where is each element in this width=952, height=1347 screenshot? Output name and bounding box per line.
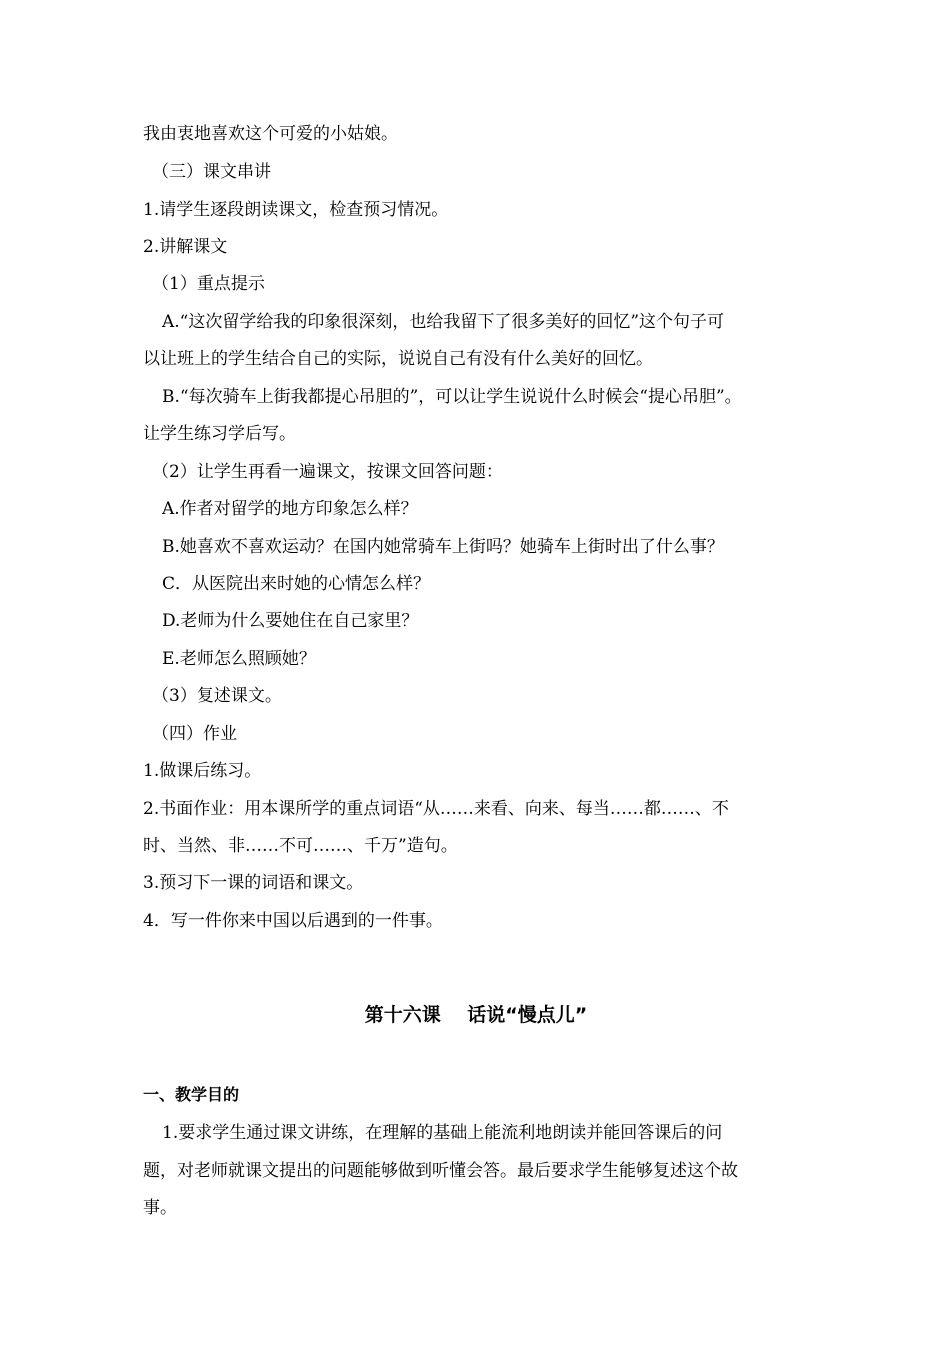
lesson-title: 第十六课 话说“慢点儿” bbox=[364, 1004, 588, 1026]
paragraph-line: 我由衷地喜欢这个可爱的小姑娘。 bbox=[143, 124, 398, 144]
paragraph-line: 时、当然、非……不可……、千万”造句。 bbox=[143, 836, 458, 856]
subheading: （1）重点提示 bbox=[152, 274, 265, 294]
subheading: （3）复述课文。 bbox=[152, 686, 282, 706]
paragraph-line: 题，对老师就课文提出的问题能够做到听懂会答。最后要求学生能够复述这个故 bbox=[143, 1161, 738, 1181]
paragraph-line: 1.请学生逐段朗读课文，检查预习情况。 bbox=[143, 200, 449, 220]
section-heading: 一、教学目的 bbox=[143, 1085, 240, 1104]
question-item: D.老师为什么要她住在自己家里？ bbox=[162, 611, 419, 631]
question-item: B.她喜欢不喜欢运动？在国内她常骑车上街吗？她骑车上街时出了什么事？ bbox=[162, 537, 724, 557]
paragraph-line: 4．写一件你来中国以后遇到的一件事。 bbox=[143, 911, 443, 931]
question-item: A.作者对留学的地方印象怎么样？ bbox=[162, 499, 418, 519]
paragraph-line: 1.做课后练习。 bbox=[143, 761, 262, 781]
paragraph-line: 3.预习下一课的词语和课文。 bbox=[143, 873, 364, 893]
paragraph-line: 1.要求学生通过课文讲练，在理解的基础上能流利地朗读并能回答课后的问 bbox=[162, 1123, 723, 1143]
subheading: （2）让学生再看一遍课文，按课文回答问题： bbox=[152, 462, 503, 482]
paragraph-line: 事。 bbox=[143, 1198, 177, 1218]
question-item: E.老师怎么照顾她？ bbox=[162, 649, 316, 669]
section-heading-3: （三）课文串讲 bbox=[152, 162, 271, 182]
paragraph-line: 2.讲解课文 bbox=[143, 237, 228, 257]
paragraph-line: A.“这次留学给我的印象很深刻，也给我留下了很多美好的回忆”这个句子可 bbox=[162, 312, 725, 332]
question-item: C．从医院出来时她的心情怎么样？ bbox=[162, 574, 431, 594]
paragraph-line: 以让班上的学生结合自己的实际，说说自己有没有什么美好的回忆。 bbox=[143, 349, 653, 369]
paragraph-line: B.“每次骑车上街我都提心吊胆的”，可以让学生说说什么时候会“提心吊胆”。 bbox=[162, 387, 742, 407]
paragraph-line: 2.书面作业：用本课所学的重点词语“从……来看、向来、每当……都……、不 bbox=[143, 799, 729, 819]
section-heading-4: （四）作业 bbox=[152, 724, 237, 744]
paragraph-line: 让学生练习学后写。 bbox=[143, 424, 296, 444]
